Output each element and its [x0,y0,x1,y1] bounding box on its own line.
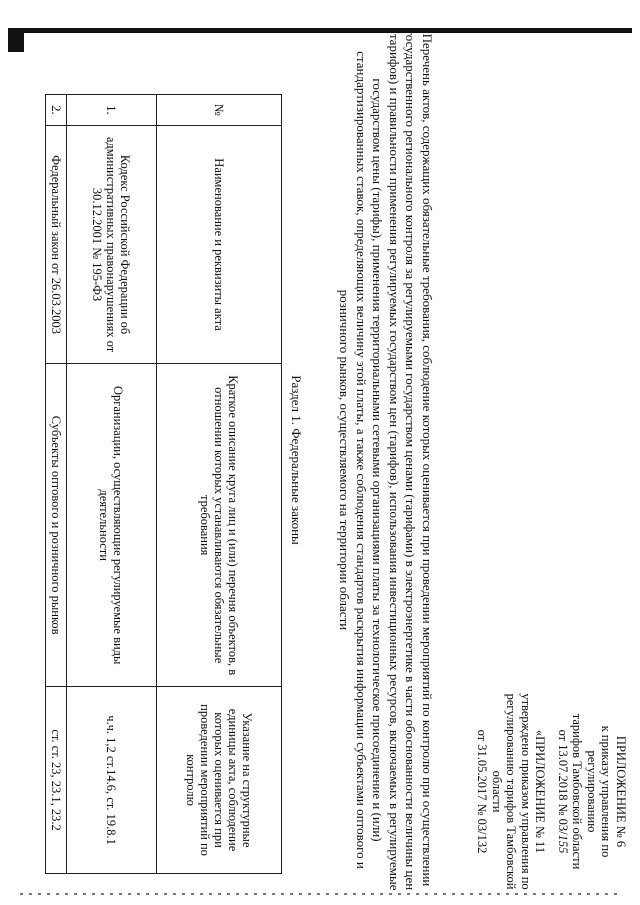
table-header-row [157,95,282,874]
row-ref: ч.ч. 1,2 ст.14.6, ст. 19.8.1 [67,687,157,874]
row-ref: ст. ст. 23, 23.1, 23.2 [46,687,67,874]
rotated-document-page [2,20,632,900]
prior-annex-line-3: области [490,770,504,813]
row-scope: Субъекты оптового и розничного рынков [46,364,67,687]
annex-line-2: тарифов Тамбовской области [570,713,585,870]
table-row [46,95,67,874]
row-scope: Организации, осуществляющие регулируемые виды деятельности [67,364,157,687]
row-num: 2. [46,95,67,126]
annex-title: ПРИЛОЖЕНИЕ № 6 [614,735,628,848]
section-heading: Раздел 1. Федеральные законы [289,375,304,545]
annex-order-number: 155 [556,834,570,854]
document-title: Перечень актов, содержащих обязательные требования, соблюдение которых оценивается при проведении мероприятий по контролю при осуществлении государственного регионального контроля за регулируемыми государством ценами (тарифами) в электроэнергетике в части обоснованности величины цен (тарифов) и правильности применения регулируемых государством цен (тарифов), использования инвестиционных ресурсов, включаемых в регулируемые государством цены (тарифы), применения территориальными сетевыми организациями платы за технологическое присоединение и (или) стандартизированных ставок, определяющих величину этой платы, а также соблюдения стандартов раскрытия информации субъектами оптового и розничного рынков, осуществляемого на территории области [337,29,435,891]
header-scope: Краткое описание круга лиц и (или) перечня объектов, в отношении которых устанавливаются обязательные требования [157,364,282,687]
prior-annex-line-1: утверждено приказом управления по [519,693,533,890]
annex-line-3 [556,689,571,894]
header-act: Наименование и реквизиты акта [157,125,282,364]
row-act: Федеральный закон от 26.03.2003 [46,125,67,364]
table-row [67,95,157,874]
header-ref: Указание на структурные единицы акта, соблюдение которых оценивается при проведении мероприятий по контролю [157,687,282,874]
prior-annex-line-2: регулированию тарифов Тамбовской [504,693,519,890]
acts-table [45,94,282,874]
header-num: № [157,95,282,126]
approval-block [475,689,628,894]
annex-line-1: к приказу управления по регулированию [585,725,614,858]
prior-annex-title: «ПРИЛОЖЕНИЕ № 11 [533,729,548,854]
row-act: Кодекс Российской Федерации об административных правонарушениях от 30.12.2001 № 195-ФЗ [67,125,157,364]
annex-order-date: от 13.07.2018 № 03/ [556,729,570,835]
prior-annex-line-4: от 31.05.2017 № 03/132 [475,729,490,854]
row-num: 1. [67,95,157,126]
